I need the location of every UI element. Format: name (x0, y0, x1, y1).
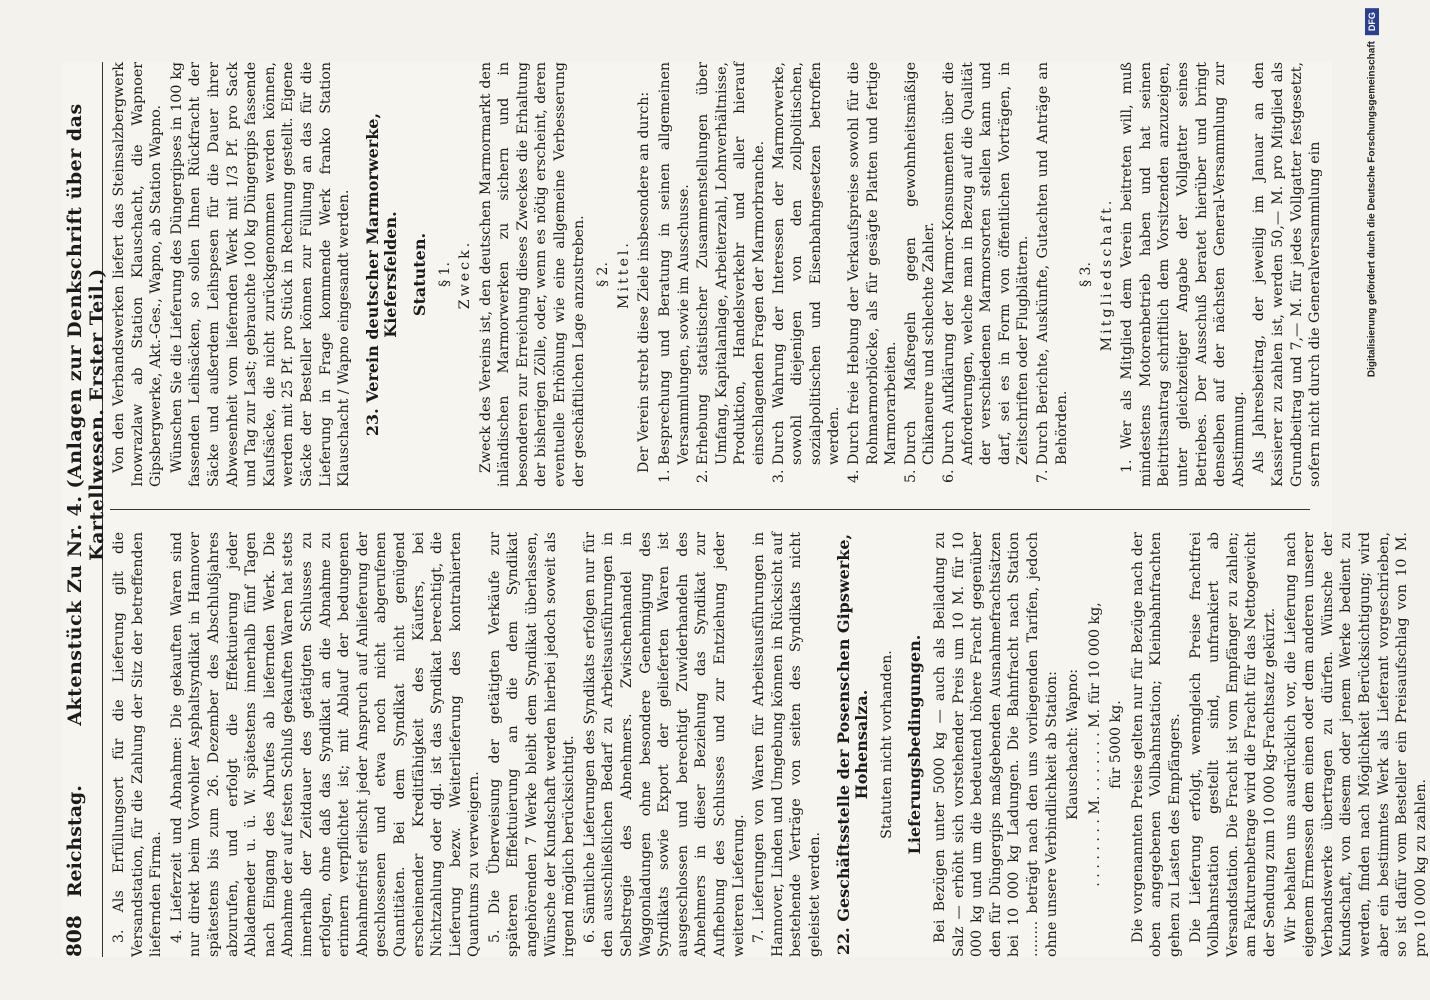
paragraph-label: § 3. (1078, 262, 1095, 287)
paragraph-subtitle: Mitgliedschaft. (1098, 197, 1115, 352)
paragraph: 3. Als Erfüllungsort für die Lieferung gilt die Versandstation, für die Zahlung der Sitz der betreffenden liefernden Firma. (111, 532, 165, 957)
paragraph: 5. Die Überweisung der getätigten Verkäufe zur späteren Effektuierung an die dem Syndikat angehörenden 7 Werke bleibt dem Syndikat überlassen, Wünsche der Kundschaft werden hierbei jedoch soweit als irgend möglich berücksichtigt. (486, 532, 578, 957)
column-divider (110, 509, 1310, 510)
paragraph: Die Lieferung erfolgt, wenngleich Preise frachtfrei Vollbahnstation gestellt sind, unfrankiert ab Versandstation. Die Fracht ist vom Empfänger zu zahlen; am Fakturenbetrage wird die Fracht für das Nettogewicht der Sendung zum 10 000 kg-Frachtsatz gekürzt. (1187, 532, 1279, 957)
page-header (62, 62, 108, 957)
list-item: 3. Durch Wahrung der Interessen der Marmorwerke, sowohl diejenigen von den zollpolitischen, sozialpolitischen und Eisenbahngesetzen betroffen werden. (770, 62, 844, 465)
paragraph: 4. Lieferzeit und Abnahme: Die gekauften Waren sind nur direkt beim Vorwohler Asphaltsyndikat in Hannover spätestens bis zum 26. Dezember des Abschlußjahres abzurufen, und erfolgt die Effektuierung jeder Ablademeder u. ü. W. spätestens innerhalb fünf Tagen nach Eingang des Abrufes ab liefernden Werk. Die Abnahme der auf festen Schluß gekauften Waren hat stets innerhalb der Zeitdauer des getätigten Schlusses zu erfolgen, ohne daß das Syndikat an die Abnahme zu erinnern verpflichtet ist; mit Ablauf der bedungenen Abnahmefrist erlischt jeder Anspruch auf Anlieferung der geschlossenen und etwa noch nicht abgerufenen Quantitäten. Bei dem Syndikat nicht genügend erscheinender Kreditfähigkeit des Käufers, bei Nichtzahlung oder dgl. ist das Syndikat berechtigt, die Lieferung bezw. Weiterlieferung des kontrahierten Quantums zu verweigern. (168, 532, 483, 957)
section-23-heading: 23. Verein deutscher Marmorwerke, Kiefersfelden. (362, 112, 401, 437)
header-left: Reichstag. (64, 785, 86, 898)
paragraph-subtitle: Zweck. (457, 239, 474, 310)
statuten-note: Statuten nicht vorhanden. (878, 650, 895, 839)
paragraph: Von den Verbandswerken liefert das Steinsalzbergwerk Inowrazlaw ab Station Klauschacht, die Wapnoer Gipsbergwerke, Akt.-Ges., Wapno, ab Station Wapno. (111, 62, 165, 487)
paragraph-label: § 2. (595, 262, 612, 287)
statuten-heading: Statuten. (409, 232, 429, 317)
list-item: 5. Durch Maßregeln gegen gewohnheitsmäßige Chikaneure und schlechte Zahler. (902, 62, 939, 465)
paragraph: Die vorgenannten Preise gelten nur für Bezüge nach der oben angegebenen Vollbahnstation; Kleinbahnfrachten gehen zu Lasten des Empfängers. (1129, 532, 1184, 957)
paragraph-label: § 1. (436, 262, 453, 287)
paragraph: Der Verein strebt diese Ziele insbesondere an durch: (636, 91, 653, 473)
section-22-heading: 22. Geschäftsstelle der Posenschen Gipswerke, Hohensalza. (833, 533, 872, 956)
price-row: . . . . . . . . M. . . . . . . . M. für 10 000 kg, (1086, 602, 1103, 887)
paragraph: 1. Wer als Mitglied dem Verein beitreten will, muß mindestens Motorenbetrieb haben und hat seinen Beitrittsantrag schriftlich dem Vorsitzenden anzuzeigen, unter gleichzeitiger Angabe der Vollgatter seines Betriebes. Der Ausschuß beratet hierüber und bringt denselben auf der nächsten General-Versammlung zur Abstimmung. (1119, 62, 1247, 487)
right-column (110, 62, 1324, 487)
paragraph: 7. Lieferungen von Waren für Arbeitsausführungen in Hannover, Linden und Umgebung können in Rücksicht auf bestehende Verträge von seiten des Syndikats nicht geleistet werden. (751, 532, 823, 957)
dfg-logo: DFG (1365, 8, 1379, 35)
paragraph: Bei Bezügen unter 5000 kg — auch als Beiladung zu Salz — erhöht sich vorstehender Preis um 10 M. für 10 000 kg und um die bedeutend höhere Fracht gegenüber den für Düngergips maßgebenden Ausnahmefrachtsätzen bei 10 000 kg Ladungen. Die Bahnfracht nach Station ........ beträgt nach den uns vorliegenden Tarifen, jedoch ohne unsere Verbindlichkeit ab Station: (931, 532, 1060, 957)
paragraph: Wünschen Sie die Lieferung des Düngergipses in 100 kg fassenden Leihsäcken, so sollen Ihnen Rückfracht der Säcke und außerdem Leihspesen für die Dauer ihrer Abwesenheit vom liefernden Werk mit 1/3 Pf. pro Sack und Tag zur Last; gebrauchte 100 kg Düngergips fassende Kaufsäcke, die nicht zurückgenommen werden können, werden mit 25 Pf. pro Stück in Rechnung gestellt. Eigene Säcke der Besteller können zur Füllung an das für die Lieferung in Frage kommende Werk franko Station Klauschacht / Wapno eingesandt werden. (168, 62, 353, 487)
list-item: 4. Durch freie Hebung der Verkaufspreise sowohl für die Rohmarmorblöcke, als für gesägte Platten und fertige Marmorarbeiten. (845, 62, 901, 465)
list-item: 2. Erhebung statistischer Zusammenstellungen über Umfang, Kapitalanlage, Arbeiterzahl, Lohnverhältnisse, Produktion, Handelsverkehr und aller hierauf einschlagenden Fragen der Marmorbranche. (694, 62, 768, 465)
left-column (110, 532, 1429, 957)
station-row: Klauschacht: Wapno: (1065, 669, 1082, 820)
page-number: 808 (62, 915, 86, 957)
page-title: Aktenstück Zu Nr. 4. (Anlagen zur Denkschrift über das Kartellwesen. Erster Teil.) (64, 103, 108, 726)
lieferungs-heading: Lieferungsbedingungen. (905, 634, 925, 855)
list-item: 6. Durch Aufklärung der Marmor-Konsumenten über die Anforderungen, welche man in Bezug auf die Qualität der verschiedenen Marmorsorten stellen kann und darf, sei es in Form von öffentlichen Vorträgen, in Zeitschriften oder Flugblättern. (940, 62, 1033, 465)
paragraph-subtitle: Mittel. (615, 240, 632, 309)
list-item: 1. Besprechung und Beratung in seinen allgemeinen Versammlungen, sowie im Ausschusse. (656, 62, 693, 465)
digitization-label (1365, 8, 1379, 377)
paragraph: 6. Sämtliche Lieferungen des Syndikats erfolgen nur für den ausschließlichen Bedarf zu Arbeitsausführungen in Selbstregie des Abnehmers. Zwischenhandel in Waggonladungen ohne besondere Genehmigung des Syndikats sowie Export der gelieferten Waren ist ausgeschlossen und berechtigt Zuwiderhandeln des Abnehmers in dieser Beziehung das Syndikat zur Aufhebung des Schlusses und zur Entziehung jeder weiteren Lieferung. (581, 532, 747, 957)
price-row: für 5000 kg. (1108, 700, 1125, 789)
means-list (656, 62, 1071, 487)
paragraph: Wir behalten uns ausdrücklich vor, die Lieferung nach eigenem Ermessen dem einen oder dem anderen unserer Verbandswerke übertragen zu dürfen. Wünsche der Kundschaft, von diesem oder jenem Werke bedient zu werden, finden nach Möglichkeit Berücksichtigung; wird aber ein bestimmtes Werk als Lieferant vorgeschrieben, so ist dafür vom Besteller ein Preisaufschlag von 10 M. pro 10 000 kg zu zahlen. (1282, 532, 1429, 957)
paragraph: Als Jahresbeitrag, der jeweilig im Januar an den Kassierer zu zahlen ist, werden 50,— M. pro Mitglied als Grundbeitrag und 7,— M. für jedes Vollgatter festgesetzt, sofern nicht durch die Generalversammlung ein (1251, 62, 1324, 487)
list-item: 7. Durch Berichte, Auskünfte, Gutachten und Anträge an Behörden. (1034, 62, 1071, 465)
paragraph: Zweck des Vereins ist, den deutschen Marmormarkt den inländischen Marmorwerken zu sichern und in besonderen zur Erreichung dieses Zweckes die Erhaltung der bisherigen Zölle, oder, wenn es nötig erscheint, deren eventuelle Erhöhung wie eine allgemeine Verbesserung der geschäftlichen Lage anzustreben. (477, 62, 587, 487)
digitization-note: Digitalisierung gefördert durch die Deutsche Forschungsgemeinschaft (1366, 41, 1378, 378)
